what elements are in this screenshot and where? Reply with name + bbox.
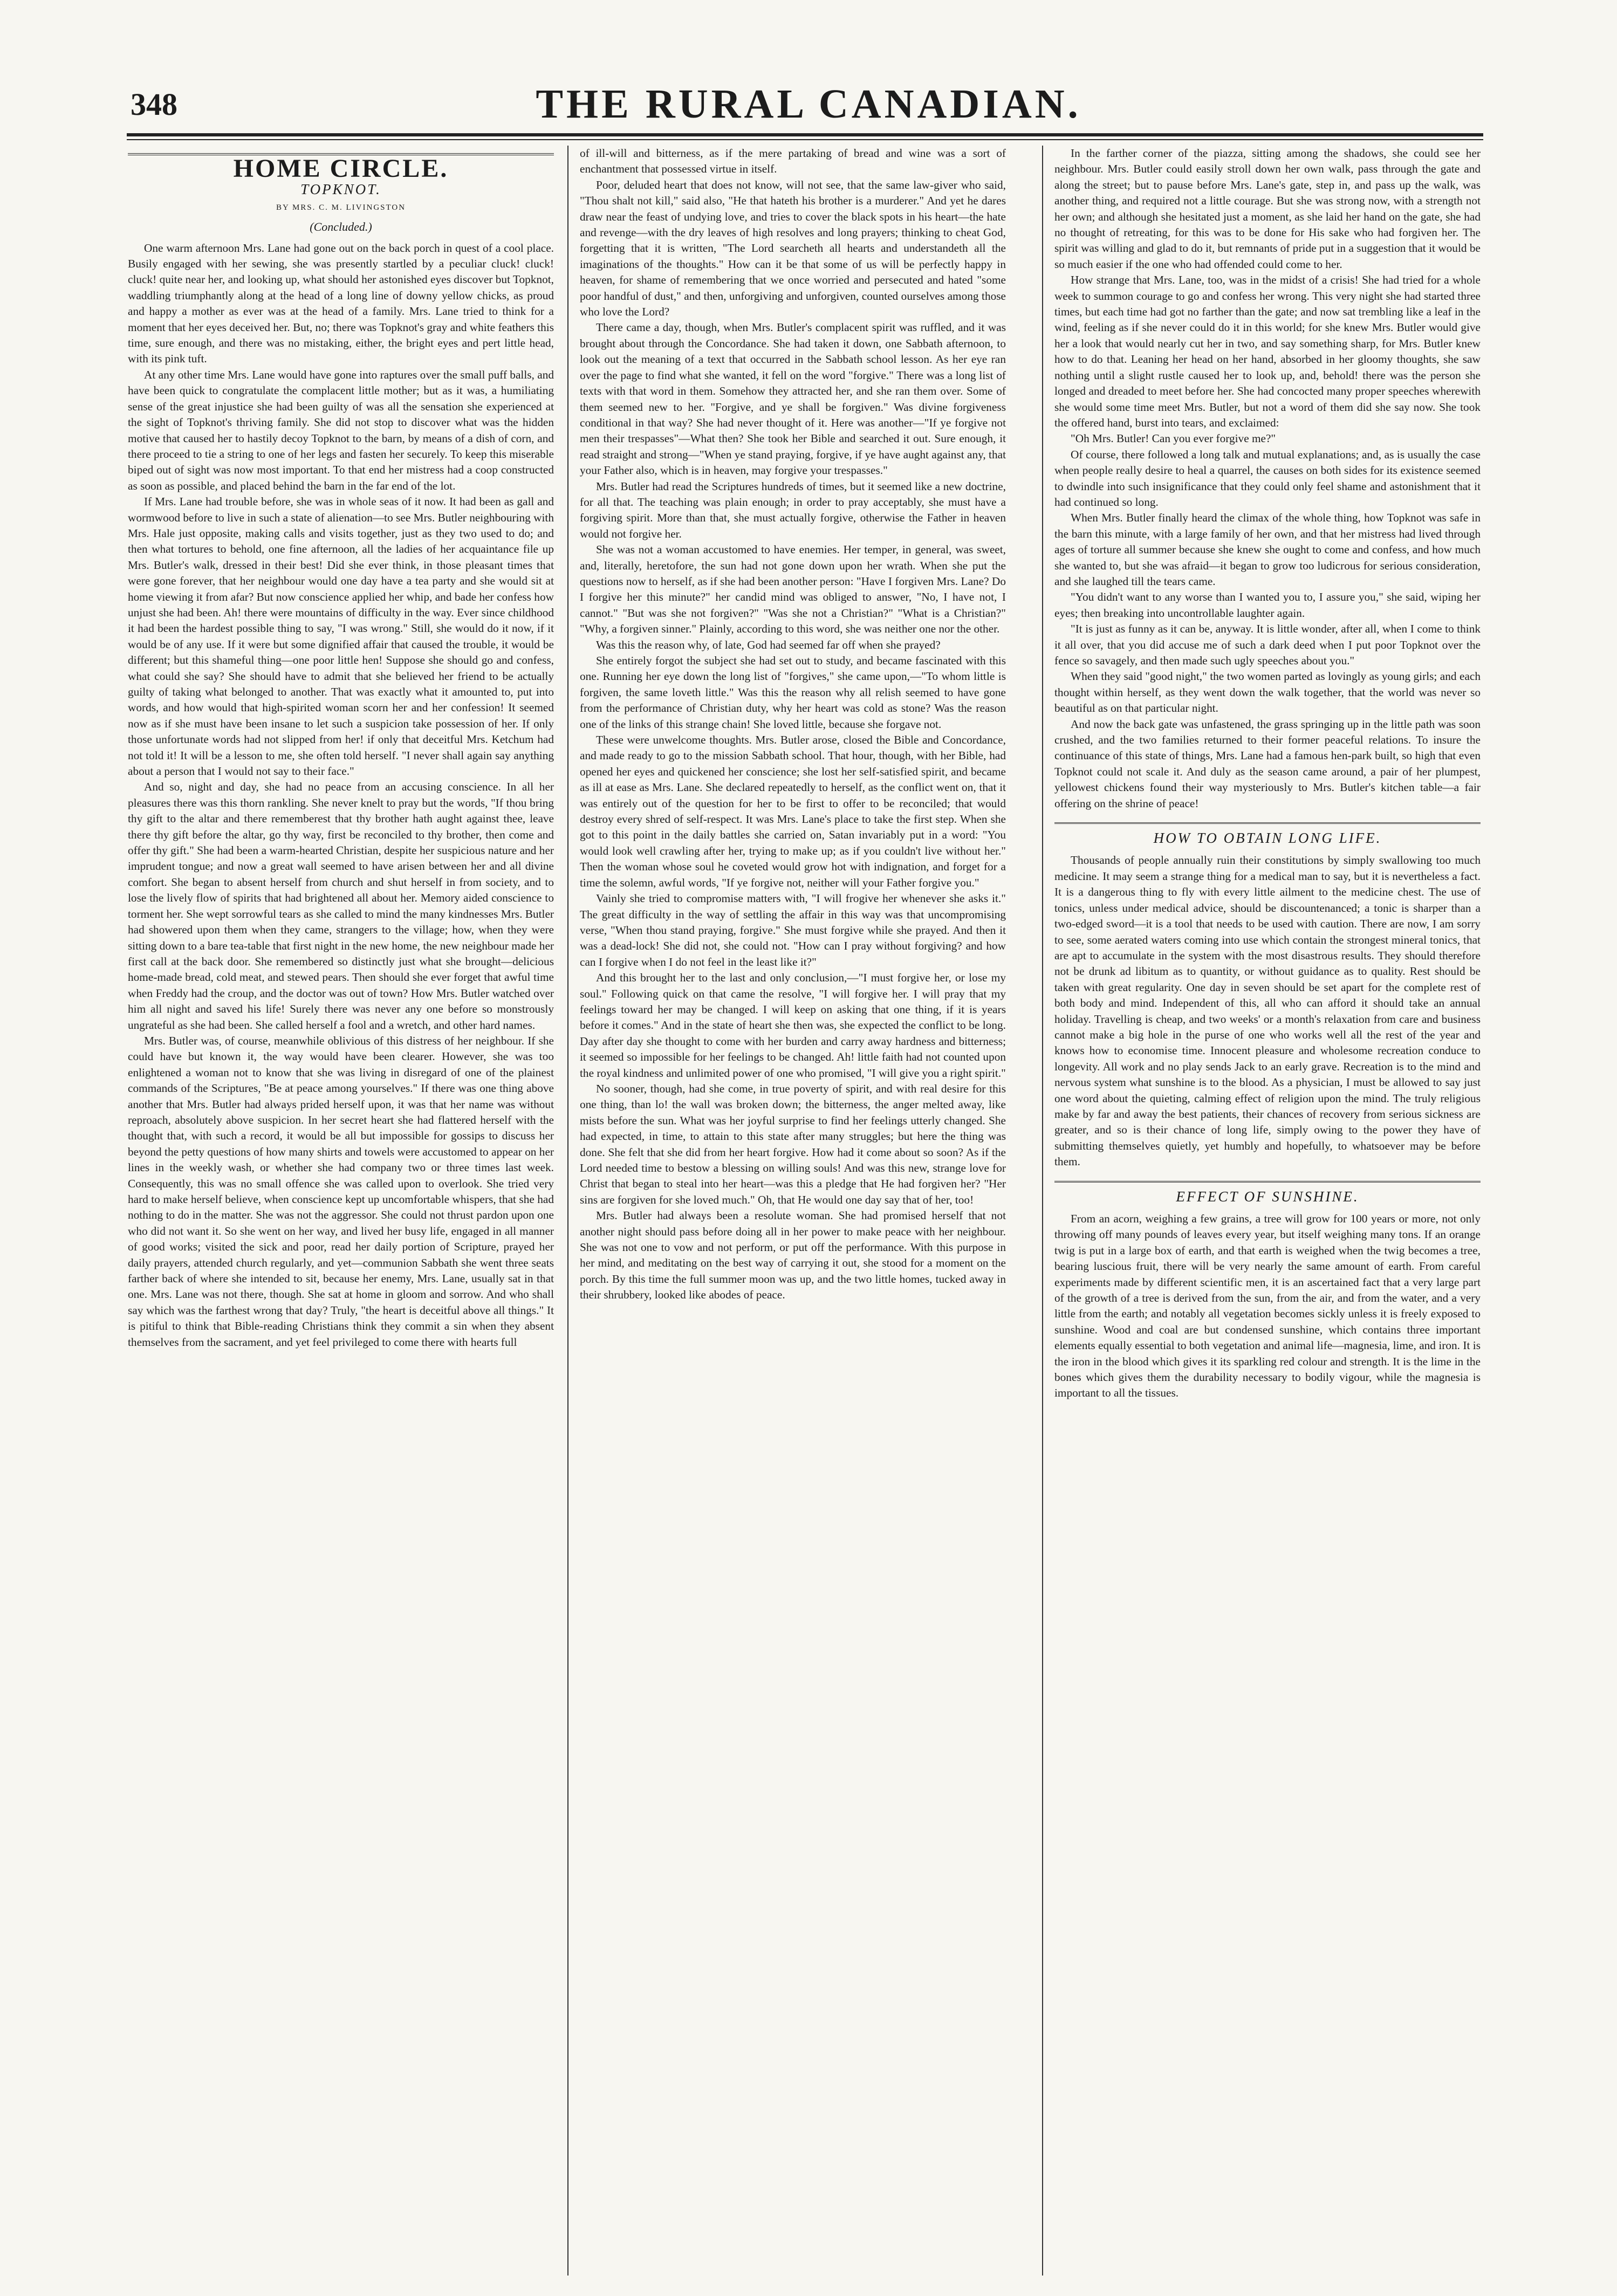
column-1 xyxy=(128,146,554,2276)
paragraph: There came a day, though, when Mrs. Butler's complacent spirit was ruffled, and it was brought about through the Concordance. She had taken it down, one Sabbath afternoon, to look out the meaning of a text that occurred in the Sabbath school lesson. As her eye ran over the page to find what she wanted, it fell on the word "forgive." There was a long list of texts with that word in them. Somehow they attracted her, and she ran them over. Some of them seemed new to her. "Forgive, and ye shall be forgiven." Was divine forgiveness conditional in that way? She had never thought of it. Here was another—"If ye forgive not men their trespasses"—What then? She took her Bible and searched it out. Sure enough, it read straight and strong—"When ye stand praying, forgive, if ye have aught against any, that your Father also, which is in heaven, may forgive your trespasses." xyxy=(580,321,1006,477)
paragraph: Of course, there followed a long talk and mutual explanations; and, as is usually the case when people really desire to heal a quarrel, the causes on both sides for its existence seemed to dwindle into such insignificance that they could only feel shame and astonishment that it had continued so long. xyxy=(1054,448,1481,508)
paragraph: From an acorn, weighing a few grains, a tree will grow for 100 years or more, not only throwing off many pounds of leaves every year, but itself weighing many tons. If an orange twig is put in a large box of earth, and that earth is weighed when the twig becomes a tree, bearing luscious fruit, there will be very nearly the same amount of earth. From careful experiments made by different scientific men, it is an ascertained fact that a very large part of the growth of a tree is derived from the sun, from the air, and from the water, and a very little from the earth; and notably all vegetation becomes sickly unless it is freely exposed to sunshine. Wood and coal are but condensed sunshine, which contains three important elements equally essential to both vegetation and animal life—magnesia, lime, and iron. It is the iron in the blood which gives it its sparkling red colour and strength. It is the lime in the bones which gives them the durability necessary to bodily vigour, while the magnesia is important to all the tissues. xyxy=(1054,1212,1481,1400)
paragraph: These were unwelcome thoughts. Mrs. Butler arose, closed the Bible and Concordance, and made ready to go to the mission Sabbath school. That hour, though, with her Bible, had opened her eyes and quickened her conscience; she lost her self-satisfied spirit, and became as ill at ease as Mrs. Lane. She declared repeatedly to herself, as the conflict went on, that it was entirely out of the question for her to be first to offer to be reconciled; that would destroy every shred of self-respect. It was Mrs. Lane's place to take the first step. When she got to this point in the daily battles she carried on, Satan invariably put in a word: "You would look well crawling after her, trying to make up; as if you couldn't live without her." Then the woman whose soul he coveted would grow hot with indignation, and forget for a time the solemn, awful words, "If ye forgive not, neither will your Father forgive you." xyxy=(580,733,1006,889)
paragraph: And this brought her to the last and only conclusion,—"I must forgive her, or lose my soul." Following quick on that came the resolve, "I will forgive her. I will pray that my feelings toward her may be changed. I will keep on asking that one thing, if it is years before it comes." And in the state of heart she then was, she expected the conflict to be long. Day after day she thought to come with her burden and carry away hardness and bitterness; it seemed so impossible for her feelings to be changed. Ah! little faith had not counted upon the royal kindness and unlimited power of one who promised, "I will give you a right spirit." xyxy=(580,971,1006,1080)
paragraph: She entirely forgot the subject she had set out to study, and became fascinated with this one. Running her eye down the long list of "forgives," she came upon,—"To whom little is forgiven, the same loveth little." Was this the reason why all relish seemed to have gone from the performance of Christian duty, why her heart was cold as stone? Was the reason one of the links of this strange chain! She loved little, because she forgave not. xyxy=(580,654,1006,731)
paragraph: "It is just as funny as it can be, anyway. It is little wonder, after all, when I come to think it all over, that you did accuse me of such a dark deed when I put poor Topknot over the fence so savagely, and then made such ugly speeches about you." xyxy=(1054,622,1481,667)
paragraph: No sooner, though, had she come, in true poverty of spirit, and with real desire for this one thing, than lo! the wall was broken down; the bitterness, the anger melted away, like mists before the sun. What was her joyful surprise to find her feelings utterly changed. She had expected, in time, to attain to this state after many struggles; but here the thing was done. She felt that she did from her heart forgive. How had it come about so soon? As if the Lord needed time to bestow a blessing on willing souls! And was this new, strange love for Christ that began to steal into her heart—was this a pledge that He had forgiven her? "Her sins are forgiven for she loved much." Oh, that He would one day say that of her, too! xyxy=(580,1082,1006,1206)
column-2 xyxy=(580,146,1006,2276)
paragraph: "Oh Mrs. Butler! Can you ever forgive me?" xyxy=(1071,432,1276,445)
paragraph: Mrs. Butler had read the Scriptures hundreds of times, but it seemed like a new doctrine, for all that. The teaching was plain enough; in order to pray acceptably, she must have a forgiving spirit. More than that, she must actually forgive, otherwise the Father in heaven would not forgive her. xyxy=(580,479,1006,540)
paragraph: One warm afternoon Mrs. Lane had gone out on the back porch in quest of a cool place. Busily engaged with her sewing, she was presently startled by a peculiar cluck! cluck! cluck! quite near her, and looking up, what should her astonished eyes discover but Topknot, waddling triumphantly along at the head of a long line of downy yellow chicks, as proud and happy a mother as ever was at the head of a family. Mrs. Lane tried to think for a moment that her eyes deceived her. But, no; there was Topknot's gray and white feathers this time, sure enough, and there was no mistaking, either, the bright eyes and pert little head, with its pink tuft. xyxy=(128,241,554,366)
paragraph: And so, night and day, she had no peace from an accusing conscience. In all her pleasures there was this thorn rankling. She never knelt to pray but the words, "If thou bring thy gift to the altar and there rememberest that thy brother hath aught against thee, leave there thy gift before the altar, go thy way, first be reconciled to thy brother, then come and offer thy gift." She had been a warm-hearted Christian, despite her suspicious nature and her imprudent tongue; and now a great wall seemed to have arisen between her and all divine comfort. She began to absent herself from church and shut herself in from society, and to lose the lively flow of spirits that had brightened all about her. Memory aided conscience to torment her. She wept sorrowful tears as she called to mind the many kindnesses Mrs. Butler had showered upon them when they came, strangers to the village; how, when they were sitting down to a bare tea-table that first night in the new home, the new neighbour made her first call at the back door. She remembered so distinctly just what she brought—delicious home-made bread, cold meat, and stewed pears. Then should she ever forget that awful time when Freddy had the croup, and the doctor was out of town? How Mrs. Butler watched over him all night and saved his life! Surely there was never any one before so monstrously ungrateful as she had been. She called herself a fool and a wretch, and other hard names. xyxy=(128,780,554,1032)
header-rule-thin xyxy=(127,139,1483,140)
paragraph: When they said "good night," the two women parted as lovingly as young girls; and each thought within herself, as they went down the walk together, that the world was never so beautiful as on that particular night. xyxy=(1054,670,1481,715)
masthead-title: THE RURAL CANADIAN. xyxy=(536,81,1081,127)
paragraph: Mrs. Butler had always been a resolute woman. She had promised herself that not another night should pass before doing all in her power to make peace with her neighbour. She was not one to vow and not perform, or put off the performance. With this purpose in her mind, and meditating on the best way of carrying it out, she stood for a moment on the porch. By this time the full summer moon was up, and the two little homes, tucked away in their shrubbery, looked like abodes of peace. xyxy=(580,1209,1006,1302)
story-note: (Concluded.) xyxy=(310,220,372,234)
page-number: 348 xyxy=(131,87,177,122)
paragraph: Was this the reason why, of late, God had seemed far off when she prayed? xyxy=(596,638,941,651)
paragraph: "You didn't want to any worse than I wanted you to, I assure you," she said, wiping her eyes; then breaking into uncontrollable laughter again. xyxy=(1054,590,1481,620)
paragraph: How strange that Mrs. Lane, too, was in the midst of a crisis! She had tried for a whole week to summon courage to go and confess her wrong. This very night she had started three times, but each time had got no farther than the gate; and now sat trembling like a leaf in the wind, feeling as if she never could do it in this world; for she knew Mrs. Butler would give her a look that would nearly cut her in two, and say something sharp, for Mrs. Butler knew how to do that. Leaning her head on her hand, absorbed in her gloomy thoughts, she saw nothing until a slight rustle caused her to look up, and, behold! there was the person she longed and dreaded to meet before her. She had concocted many proper speeches wherewith she would some time meet Mrs. Butler, but not a word of them did she say now. She took the offered hand, burst into tears, and exclaimed: xyxy=(1054,273,1481,429)
article-title-long-life: HOW TO OBTAIN LONG LIFE. xyxy=(1054,822,1481,846)
paragraph: Mrs. Butler was, of course, meanwhile oblivious of this distress of her neighbour. If she could have but known it, the way would have been clearer. However, she was too enlightened a woman not to know that she was living in disregard of one of the plainest commands of the Scriptures, "Be at peace among yourselves." If there was one thing above another that Mrs. Butler had always prided herself upon, it was that her name was without reproach, absolutely above suspicion. In her secret heart she had flattered herself with the thought that, with such a record, it would be all but impossible for gossips to discuss her beyond the petty questions of how many shirts and towels were accustomed to appear on her lines in the weekly wash, or whether she had company two or three times last week. Consequently, this was no small offence she was called upon to overlook. She tried very hard to make herself believe, when conscience kept up uncomfortable whispers, that she had nothing to do in the matter. She was not the aggressor. She could not thrust pardon upon one who did not want it. So she went on her way, and lived her busy life, engaged in all manner of good works; visited the sick and poor, read her daily portion of Scripture, prayed her daily prayers, attended church regularly, and yet—communion Sabbath she went three seats farther back of where she intended to sit, because her enemy, Mrs. Lane, usually sat in that one. Mrs. Lane was not there, though. She sat at home in gloom and sorrow. And who shall say which was the farthest wrong that day? Truly, "the heart is deceitful above all things." It is pitiful to think that Bible-reading Christians think they commit a sin when they absent themselves from the sacrament, and yet feel privileged to come there with hearts full xyxy=(128,1034,554,1349)
article-title-sunshine: EFFECT OF SUNSHINE. xyxy=(1054,1181,1481,1205)
column-divider xyxy=(1042,146,1043,2276)
column-3 xyxy=(1054,146,1481,2276)
paragraph: She was not a woman accustomed to have enemies. Her temper, in general, was sweet, and, literally, heretofore, the sun had not gone down upon her wrath. When she put the questions now to herself, as if she had been another person: "Have I forgiven Mrs. Lane? Do I forgive her this minute?" her candid mind was obliged to answer, "No, I have not, I cannot." "But was she not forgiven?" "Was she not a Christian?" "What is a Christian?" "Why, a forgiven sinner." Plainly, according to this word, she was neither one nor the other. xyxy=(580,543,1006,636)
paragraph: At any other time Mrs. Lane would have gone into raptures over the small puff balls, and have been quick to congratulate the complacent little mother; but as it was, a humiliating sense of the great injustice she had been guilty of was all the sensation she experienced at the sight of Topknot's thriving family. She did not stop to discover what was the hidden motive that caused her to hastily decoy Topknot to the barn, by means of a dish of corn, and there proceed to tie a string to one of her legs and fasten her securely. To keep this miserable biped out of sight was now most important. To that end her mistress had a coop constructed as soon as possible, and placed behind the barn in the far end of the lot. xyxy=(128,368,554,492)
paragraph: of ill-will and bitterness, as if the mere partaking of bread and wine was a sort of enchantment that possessed virtue in itself. xyxy=(580,147,1006,176)
paragraph: If Mrs. Lane had trouble before, she was in whole seas of it now. It had been as gall and wormwood before to live in such a state of alienation—to see Mrs. Butler neighbouring with Mrs. Hale just opposite, making calls and visits together, just as they two used to do; and then what tortures to behold, one fine afternoon, all the ladies of her acquaintance file up Mrs. Butler's walk, dressed in their best! Did she ever think, in those pleasant times that were gone forever, that her neighbour would one day have a tea party and she would sit at home viewing it from afar? But now conscience applied her whip, and bade her confess how unjust she had been. Ah! there were mountains of difficulty in the way. Ever since childhood it had been the hardest possible thing to say, "I was wrong." Still, she would do it now, if it would be of any use. If it were but some dignified affair that caused the trouble, it would be different; but this shameful thing—one poor little hen! Suppose she should go and confess, what could she say? She should have to admit that she believed her friend to be actually guilty of taking what belonged to another. That was exactly what it amounted to, put into words, and how would that high-spirited woman scorn her and her confession! It seemed now as if she must have been insane to let such a suspicion take possession of her. If only those unfortunate words had not slipped from her! if only that deceitful Mrs. Ketchum had not told it! It will be a lesson to me, she often told herself. "I never shall again say anything about a person that I would not say to their face." xyxy=(128,495,554,778)
paragraph: And now the back gate was unfastened, the grass springing up in the little path was soon crushed, and the two families returned to their former peaceful relations. To insure the continuance of this state of things, Mrs. Lane had a famous hen-park built, so high that even Topknot could not scale it. And duly as the season came around, a pair of her plumpest, yellowest chickens found their way mysteriously to Mrs. Butler's kitchen table—a fair offering on the shrine of peace! xyxy=(1054,717,1481,810)
paragraph: In the farther corner of the piazza, sitting among the shadows, she could see her neighbour. Mrs. Butler could easily stroll down her own walk, pass through the gate and along the street; but to pause before Mrs. Lane's gate, step in, and pass up the walk, was another thing, and required not a little courage. But she was strong now, with a strength not her own; and although she hesitated just a moment, as she laid her hand on the gate, she had no thought of retreating, for this was to be done for His sake who had forgiven her. The spirit was willing and glad to do it, but remnants of pride put in a suggestion that it would be so much easier if the one who had offended could come to her. xyxy=(1054,147,1481,271)
story-title: TOPKNOT. xyxy=(300,181,381,198)
paragraph: Poor, deluded heart that does not know, will not see, that the same law-giver who said, "Thou shalt not kill," said also, "He that hateth his brother is a murderer." And yet he dares draw near the feast of undying love, and tries to cover the black spots in his heart—the hate and revenge—with the dry leaves of high resolves and long prayers; thinking to cheat God, forgetting that it is written, "The Lord searcheth all hearts and understandeth all the imaginations of the thoughts." How can it be that some of us will be perfectly happy in heaven, for shame of remembering that we once worried and persecuted and hated "some poor handful of dust," and then, unforgiving and unforgiven, counted ourselves among those who love the Lord? xyxy=(580,178,1006,319)
column-divider xyxy=(567,146,568,2276)
paragraph: When Mrs. Butler finally heard the climax of the whole thing, how Topknot was safe in the barn this minute, with a large family of her own, and that her mistress had lived through ages of torture all summer because she knew she ought to come and confess, and how much she wanted to, but she was afraid—it began to grow too ludicrous for serious consideration, and she laughed till the tears came. xyxy=(1054,511,1481,588)
header-rule xyxy=(127,133,1483,136)
paragraph: Vainly she tried to compromise matters with, "I will frogive her whenever she asks it." The great difficulty in the way of settling the affair in this way was that uncompromising verse, "When thou stand praying, forgive." She must forgive while she prayed. And then it was a dead-lock! She did not, she could not. "How can I pray without forgiving? and how can I forgive when I do not feel in the least like it?" xyxy=(580,892,1006,968)
paragraph: Thousands of people annually ruin their constitutions by simply swallowing too much medicine. It may seem a strange thing for a medical man to say, but it is nevertheless a fact. It is a dangerous thing to fly with every little ailment to the medicine chest. The use of tonics, unless under medical advice, should be discountenanced; a tonic is sharper than a two-edged sword—it is a tool that needs to be used with caution. There are now, I am sorry to see, some aerated waters coming into use which contain the strongest mineral tonics, that are apt to accumulate in the system with the most disastrous results. They should therefore not be drunk ad libitum as to quantity, or without guidance as to quality. Rest should be taken with great regularity. One day in seven should be set apart for the complete rest of both body and mind. Independent of this, all who can afford it should take an annual holiday. Travelling is cheap, and two weeks' or a month's relaxation from care and business cannot make a big hole in the purse of one who works well all the rest of the year and knows how to economise time. Innocent pleasure and wholesome recreation conduce to longevity. All work and no play sends Jack to an early grave. Recreation is to the mind and nervous system what sunshine is to the blood. As a physician, I must be allowed to say just one word about the quieting, calming effect of religion upon the mind. The truly religious make by far and away the best patients, their chances of recovery from serious sickness are greater, and so is their chance of long life, simply owing to the power they have of submitting themselves quietly, yet humbly and hopefully, to whatsoever may be before them. xyxy=(1054,854,1481,1168)
story-author: BY MRS. C. M. LIVINGSTON xyxy=(276,203,406,212)
section-title: HOME CIRCLE. xyxy=(128,153,554,176)
